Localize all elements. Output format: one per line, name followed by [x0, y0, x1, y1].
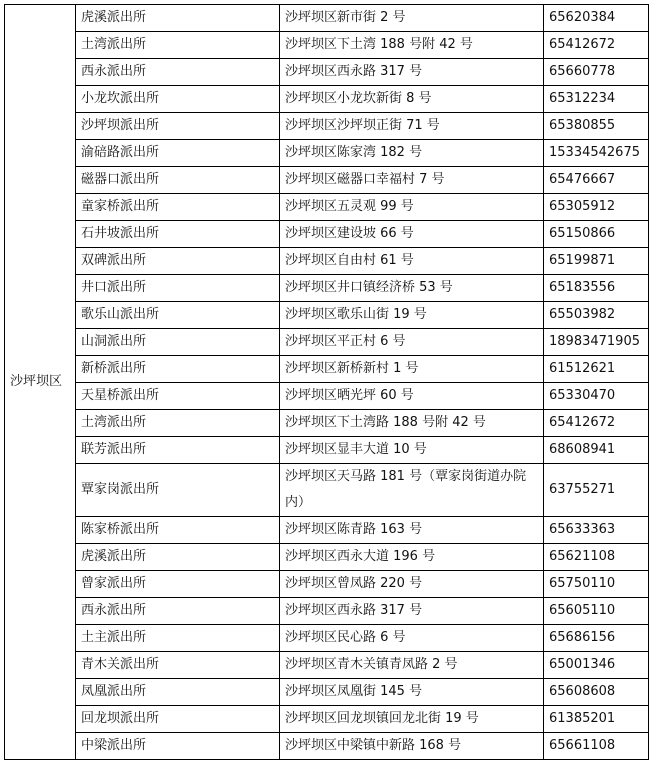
table-row [5, 167, 649, 194]
station-name-cell: 土主派出所 [76, 625, 280, 652]
address-cell: 沙坪坝区陈青路 163 号 [280, 517, 544, 544]
phone-cell: 65150866 [544, 221, 649, 248]
table-row [5, 5, 649, 32]
address-cell: 沙坪坝区青木关镇青凤路 2 号 [280, 652, 544, 679]
table-row [5, 194, 649, 221]
address-cell: 沙坪坝区晒光坪 60 号 [280, 383, 544, 410]
phone-cell: 65608608 [544, 679, 649, 706]
phone-cell: 65750110 [544, 571, 649, 598]
phone-cell: 65476667 [544, 167, 649, 194]
address-cell: 沙坪坝区小龙坎新街 8 号 [280, 86, 544, 113]
address-cell: 沙坪坝区曾凤路 220 号 [280, 571, 544, 598]
address-cell: 沙坪坝区沙坪坝正街 71 号 [280, 113, 544, 140]
phone-cell: 68608941 [544, 437, 649, 464]
address-cell: 沙坪坝区井口镇经济桥 53 号 [280, 275, 544, 302]
district-cell: 沙坪坝区 [5, 5, 76, 760]
table-row [5, 598, 649, 625]
table-row [5, 652, 649, 679]
address-cell: 沙坪坝区新桥新村 1 号 [280, 356, 544, 383]
station-name-cell: 童家桥派出所 [76, 194, 280, 221]
table-row [5, 410, 649, 437]
table-row [5, 59, 649, 86]
table-row [5, 329, 649, 356]
table-row [5, 437, 649, 464]
address-cell: 沙坪坝区中梁镇中新路 168 号 [280, 733, 544, 760]
phone-cell: 65305912 [544, 194, 649, 221]
phone-cell: 65001346 [544, 652, 649, 679]
table-row [5, 248, 649, 275]
address-cell: 沙坪坝区显丰大道 10 号 [280, 437, 544, 464]
table-row [5, 464, 649, 517]
station-name-cell: 石井坡派出所 [76, 221, 280, 248]
phone-cell: 65183556 [544, 275, 649, 302]
table-row [5, 275, 649, 302]
address-cell: 沙坪坝区建设坡 66 号 [280, 221, 544, 248]
phone-cell: 65621108 [544, 544, 649, 571]
table-row [5, 140, 649, 167]
phone-cell: 65380855 [544, 113, 649, 140]
phone-cell: 65620384 [544, 5, 649, 32]
address-cell: 沙坪坝区磁器口幸福村 7 号 [280, 167, 544, 194]
police-station-table [4, 4, 649, 760]
table-row [5, 383, 649, 410]
station-name-cell: 土湾派出所 [76, 32, 280, 59]
station-name-cell: 小龙坎派出所 [76, 86, 280, 113]
phone-cell: 18983471905 [544, 329, 649, 356]
station-name-cell: 覃家岗派出所 [76, 464, 280, 517]
phone-cell: 65605110 [544, 598, 649, 625]
table-row [5, 32, 649, 59]
station-name-cell: 西永派出所 [76, 59, 280, 86]
address-cell: 沙坪坝区五灵观 99 号 [280, 194, 544, 221]
address-cell: 沙坪坝区西永路 317 号 [280, 59, 544, 86]
address-cell: 沙坪坝区陈家湾 182 号 [280, 140, 544, 167]
table-row [5, 679, 649, 706]
phone-cell: 65633363 [544, 517, 649, 544]
station-name-cell: 沙坪坝派出所 [76, 113, 280, 140]
station-name-cell: 西永派出所 [76, 598, 280, 625]
phone-cell: 65686156 [544, 625, 649, 652]
table-row [5, 302, 649, 329]
address-cell: 沙坪坝区天马路 181 号（覃家岗街道办院内） [280, 464, 544, 517]
address-cell: 沙坪坝区下土湾 188 号附 42 号 [280, 32, 544, 59]
station-name-cell: 山洞派出所 [76, 329, 280, 356]
address-cell: 沙坪坝区民心路 6 号 [280, 625, 544, 652]
station-name-cell: 新桥派出所 [76, 356, 280, 383]
table-row [5, 544, 649, 571]
station-name-cell: 中梁派出所 [76, 733, 280, 760]
table-body [5, 5, 649, 760]
station-name-cell: 磁器口派出所 [76, 167, 280, 194]
address-cell: 沙坪坝区平正村 6 号 [280, 329, 544, 356]
station-name-cell: 凤凰派出所 [76, 679, 280, 706]
table-row [5, 356, 649, 383]
station-name-cell: 虎溪派出所 [76, 5, 280, 32]
address-cell: 沙坪坝区回龙坝镇回龙北街 19 号 [280, 706, 544, 733]
phone-cell: 65312234 [544, 86, 649, 113]
phone-cell: 65330470 [544, 383, 649, 410]
phone-cell: 65660778 [544, 59, 649, 86]
phone-cell: 61512621 [544, 356, 649, 383]
station-name-cell: 陈家桥派出所 [76, 517, 280, 544]
station-name-cell: 土湾派出所 [76, 410, 280, 437]
station-name-cell: 双碑派出所 [76, 248, 280, 275]
table-row [5, 733, 649, 760]
station-name-cell: 井口派出所 [76, 275, 280, 302]
station-name-cell: 联芳派出所 [76, 437, 280, 464]
address-cell: 沙坪坝区西永路 317 号 [280, 598, 544, 625]
station-name-cell: 虎溪派出所 [76, 544, 280, 571]
address-cell: 沙坪坝区歌乐山街 19 号 [280, 302, 544, 329]
phone-cell: 65661108 [544, 733, 649, 760]
table-row [5, 86, 649, 113]
phone-cell: 65412672 [544, 32, 649, 59]
station-name-cell: 渝碚路派出所 [76, 140, 280, 167]
station-name-cell: 天星桥派出所 [76, 383, 280, 410]
phone-cell: 15334542675 [544, 140, 649, 167]
station-name-cell: 曾家派出所 [76, 571, 280, 598]
address-cell: 沙坪坝区下土湾路 188 号附 42 号 [280, 410, 544, 437]
table-row [5, 625, 649, 652]
station-name-cell: 青木关派出所 [76, 652, 280, 679]
table-row [5, 113, 649, 140]
address-cell: 沙坪坝区西永大道 196 号 [280, 544, 544, 571]
table-row [5, 706, 649, 733]
address-cell: 沙坪坝区新市街 2 号 [280, 5, 544, 32]
station-name-cell: 歌乐山派出所 [76, 302, 280, 329]
address-cell: 沙坪坝区自由村 61 号 [280, 248, 544, 275]
station-name-cell: 回龙坝派出所 [76, 706, 280, 733]
address-cell: 沙坪坝区凤凰街 145 号 [280, 679, 544, 706]
table-row [5, 571, 649, 598]
phone-cell: 65412672 [544, 410, 649, 437]
phone-cell: 63755271 [544, 464, 649, 517]
phone-cell: 65503982 [544, 302, 649, 329]
phone-cell: 61385201 [544, 706, 649, 733]
table-row [5, 517, 649, 544]
phone-cell: 65199871 [544, 248, 649, 275]
table-row [5, 221, 649, 248]
